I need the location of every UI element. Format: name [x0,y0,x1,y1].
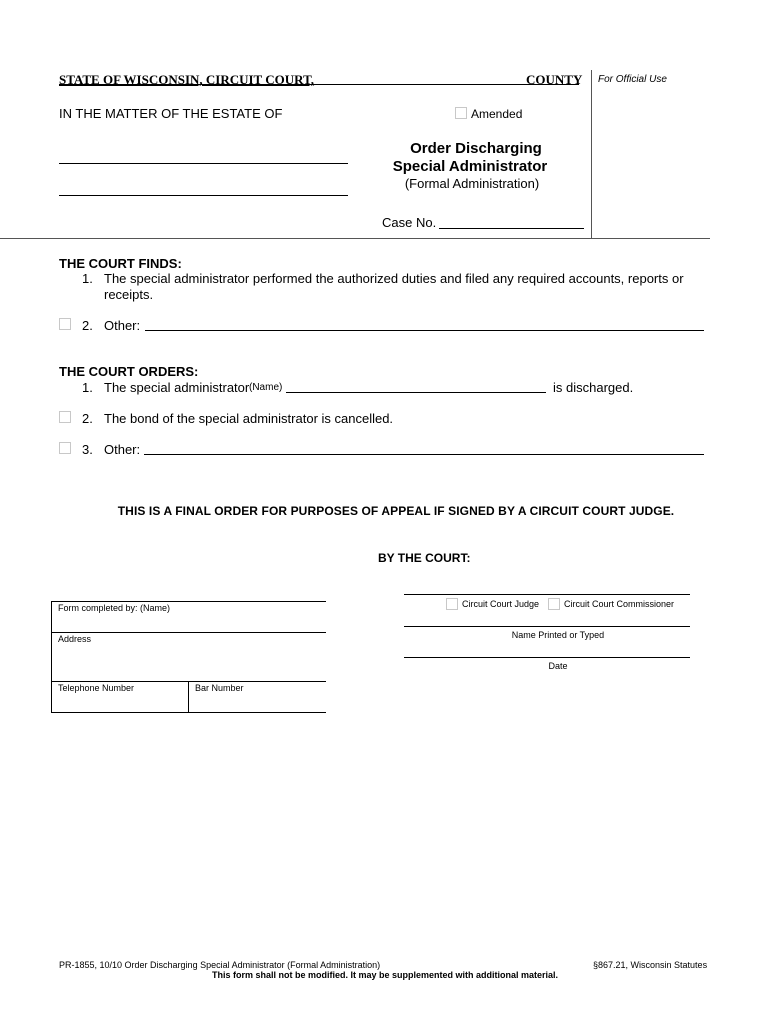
by-the-court-label: BY THE COURT: [378,551,471,565]
order-3-other-field[interactable] [144,454,704,455]
county-blank-line[interactable] [59,84,579,85]
order-1-number: 1. [82,380,93,395]
administrator-name-field[interactable] [286,392,546,393]
county-label: COUNTY [526,72,583,87]
order-3-checkbox[interactable] [59,442,71,454]
completed-by-top-rule [51,601,326,602]
completed-by-bottom-rule [51,712,326,713]
order-2-number: 2. [82,411,93,426]
official-use-divider [591,70,592,238]
finding-2-label: Other: [104,318,141,333]
header-bottom-rule [0,238,710,239]
court-orders-heading: THE COURT ORDERS: [59,364,199,379]
commissioner-checkbox[interactable] [548,598,560,610]
address-top-rule [51,632,326,633]
official-use-label: For Official Use [598,74,667,85]
order-2-text: The bond of the special administrator is cancelled. [104,411,394,426]
commissioner-label: Circuit Court Commissioner [564,599,675,609]
date-line[interactable] [404,657,690,658]
address-label: Address [58,634,92,644]
estate-of-label: IN THE MATTER OF THE ESTATE OF [59,106,283,121]
completed-by-name-field[interactable] [52,614,326,632]
order-1-name-hint: (Name) [249,382,283,393]
form-subtitle: (Formal Administration) [404,176,540,191]
order-3-number: 3. [82,442,93,457]
amended-label: Amended [471,107,523,121]
finding-1-text: The special administrator performed the authorized duties and filed any required accounts, reports or receipts. [104,271,684,302]
name-printed-label: Name Printed or Typed [511,630,605,640]
finding-2-other-field[interactable] [145,330,704,331]
order-1-text: The special administrator [104,380,250,395]
order-2-checkbox[interactable] [59,411,71,423]
form-completed-by-label: Form completed by: (Name) [58,603,171,613]
name-printed-line[interactable] [404,626,690,627]
judge-checkbox[interactable] [446,598,458,610]
footer-statute: §867.21, Wisconsin Statutes [593,960,708,970]
amended-checkbox[interactable] [455,107,467,119]
decedent-name-line-2[interactable] [59,195,348,196]
finding-2-checkbox[interactable] [59,318,71,330]
finding-2-number: 2. [82,318,93,333]
footer-form-id: PR-1855, 10/10 Order Discharging Special Administrator (Formal Administration) [59,960,381,970]
order-1-suffix: is discharged. [553,380,634,395]
judge-label: Circuit Court Judge [462,599,540,609]
telephone-field[interactable] [52,694,188,711]
court-finds-heading: THE COURT FINDS: [59,256,182,271]
footer-notice: This form shall not be modified. It may be supplemented with additional material. [211,970,559,980]
finding-1-number: 1. [82,271,93,286]
form-title-line2: Special Administrator [392,158,548,175]
decedent-name-line-1[interactable] [59,163,348,164]
bar-number-label: Bar Number [195,683,244,693]
telephone-label: Telephone Number [58,683,135,693]
state-court-label: STATE OF WISCONSIN, CIRCUIT COURT, [59,72,315,87]
bar-number-field[interactable] [189,694,326,711]
form-title-line1: Order Discharging [410,140,542,157]
final-order-notice: THIS IS A FINAL ORDER FOR PURPOSES OF APPEAL IF SIGNED BY A CIRCUIT COURT JUDGE. [117,504,675,518]
order-3-label: Other: [104,442,141,457]
signature-line[interactable] [404,594,690,595]
case-no-field[interactable] [439,228,584,229]
address-field[interactable] [52,645,326,680]
case-no-label: Case No. [382,215,437,230]
date-label: Date [548,661,568,671]
